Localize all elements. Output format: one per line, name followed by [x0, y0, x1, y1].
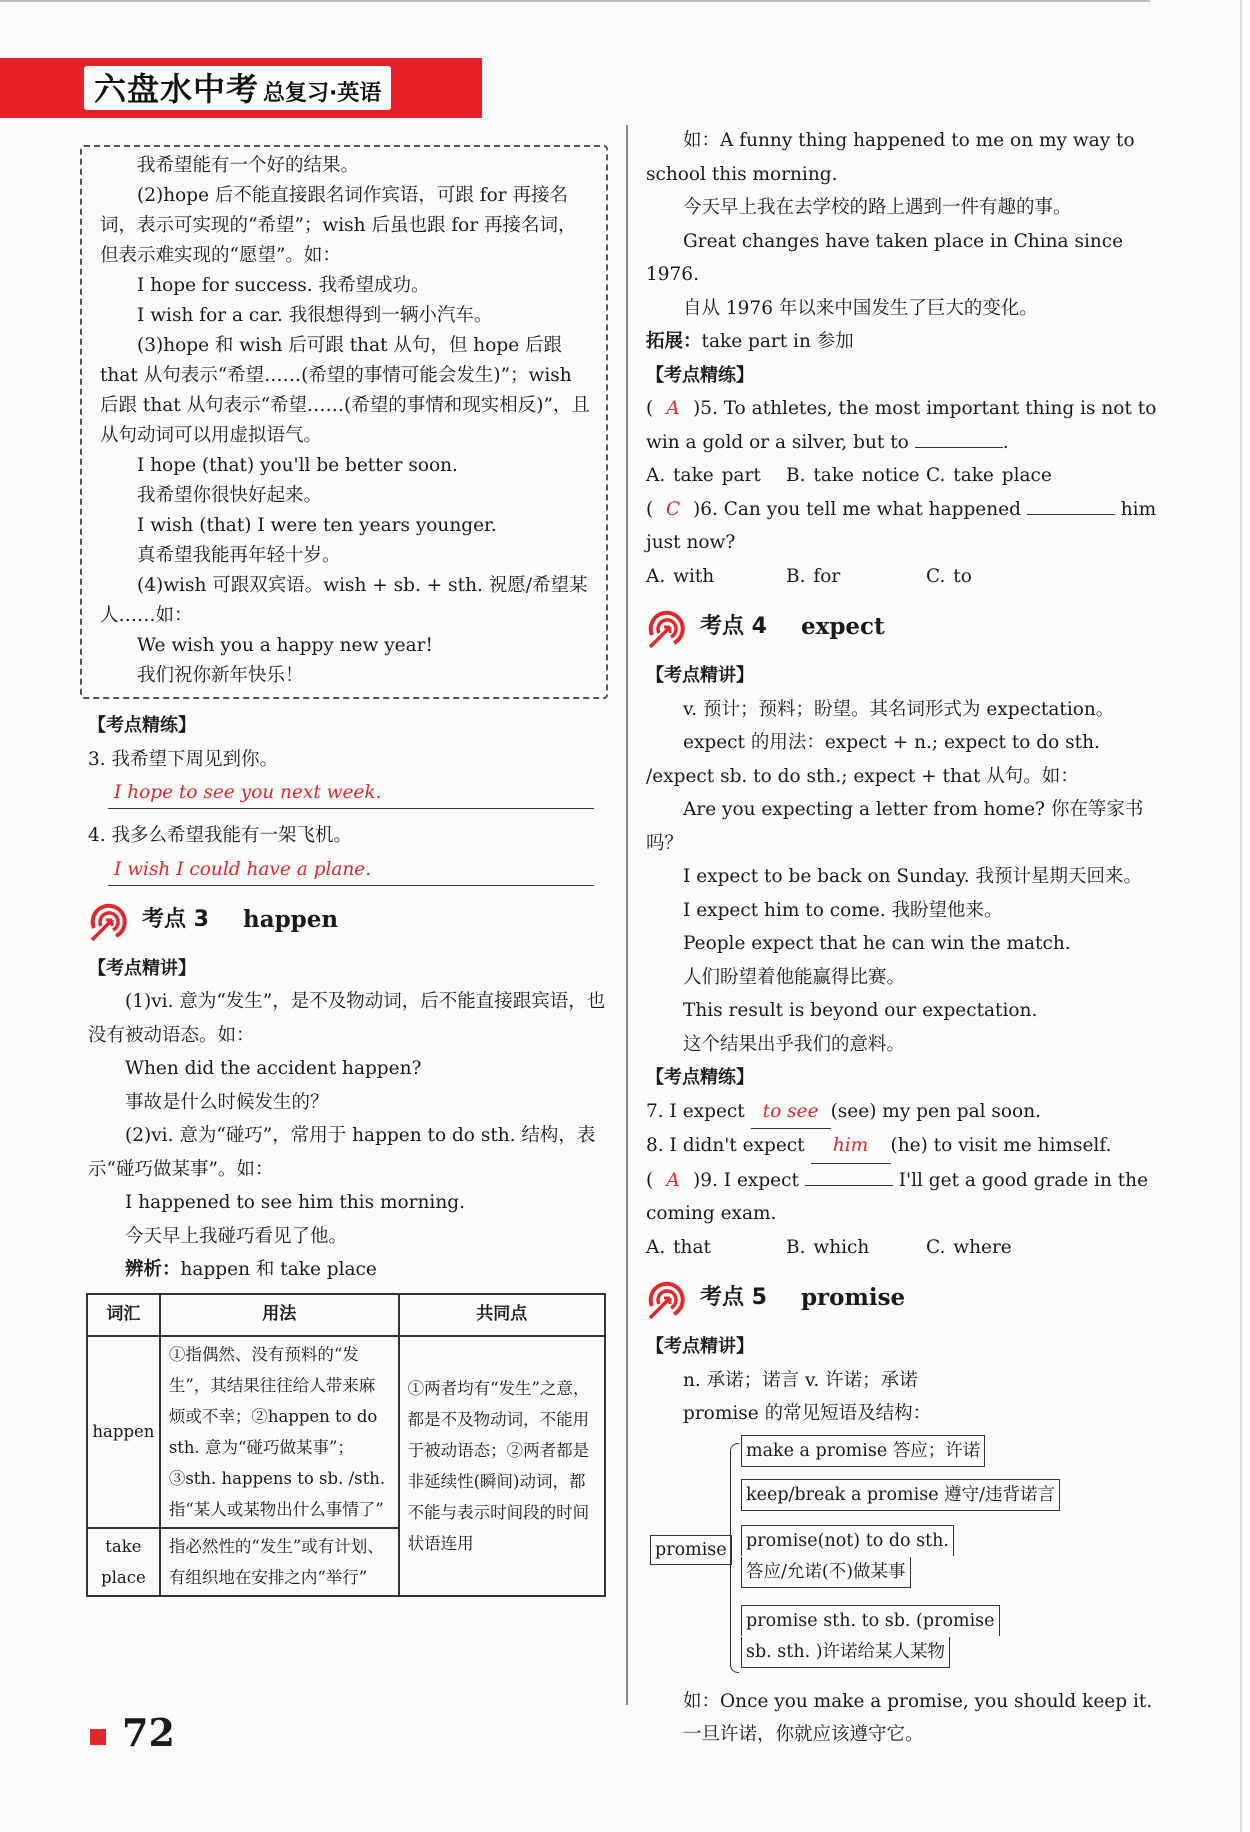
option: A. with [646, 565, 715, 587]
example-cn: 今天早上我在去学校的路上遇到一件有趣的事。 [683, 197, 1072, 218]
expand-line [646, 325, 1166, 359]
question-5: ( A )5. To athletes, the most important thing is not to win a gold or a silver, but to . [646, 392, 1166, 459]
answer-3: I hope to see you next week. [108, 778, 594, 809]
question-7-text: 7. I expect [646, 1100, 745, 1122]
mindmap-bracket [730, 1443, 739, 1673]
answer-8: him [811, 1129, 891, 1164]
right-column [646, 124, 1166, 1752]
note-line: I wish (that) I were ten years younger. [137, 515, 497, 536]
example: 这个结果出乎我们的意料。 [683, 1033, 906, 1055]
note-line: 我希望你很快好起来。 [137, 485, 323, 506]
explain-label: 【考点精讲】 [646, 1336, 754, 1357]
table-cell-common: ①两者均有“发生”之意，都是不及物动词，不能用于被动语态；②两者都是非延续性(瞬间)动词，都不能与表示时间段的时间状语连用 [399, 1336, 605, 1596]
wish-hope-note-box [80, 145, 608, 699]
answer-9: A [666, 1169, 680, 1191]
question-9: ( A )9. I expect I'll get a good grade in the coming exam. [646, 1164, 1166, 1231]
mindmap-item: make a promise 答应；许诺 [741, 1435, 985, 1467]
promise-definition: n. 承诺；诺言 v. 许诺；承诺 [683, 1369, 918, 1391]
promise-structures-intro: promise 的常见短语及结构： [683, 1403, 932, 1424]
expect-definition: v. 预计；预料；盼望。其名词形式为 expectation。 [683, 698, 1115, 720]
example: People expect that he can win the match. [683, 933, 1071, 954]
practice-label: 【考点精练】 [646, 1067, 754, 1088]
question-4: 4. 我多么希望我能有一架飞机。 [88, 825, 353, 846]
header-title-main: 六盘水中考 [94, 70, 260, 108]
question-6-text-2: him just now? [646, 498, 1157, 553]
table-cell-usage: 指必然性的“发生”或有计划、有组织地在安排之内“举行” [160, 1528, 399, 1596]
answer-6: C [666, 498, 681, 520]
mindmap-item: promise sth. to sb. (promise [741, 1605, 1000, 1636]
answer-4: I wish I could have a plane. [108, 855, 594, 886]
example-en: 如：A funny thing happened to me on my way to school this morning. [646, 130, 1135, 185]
question-8 [646, 1129, 1166, 1164]
question-8-text-2: (he) to visit me himself. [890, 1135, 1112, 1156]
example-en: 如：Once you make a promise, you should keep it. [683, 1690, 1153, 1712]
blank [915, 447, 1003, 448]
note-line: 我们祝你新年快乐！ [137, 665, 304, 686]
section-header-happen [88, 898, 608, 942]
option: C. to [926, 565, 972, 587]
note-line: 我希望能有一个好的结果。 [137, 155, 360, 176]
question-6: ( C )6. Can you tell me what happened him just now? [646, 493, 1166, 560]
analysis-text: happen 和 take place [180, 1259, 377, 1280]
table-cell-word: happen [87, 1336, 160, 1528]
option: A. take part [646, 465, 761, 486]
note-line: I hope for success. 我希望成功。 [137, 275, 430, 296]
mindmap-item: sb. sth. )许诺给某人某物 [741, 1637, 950, 1668]
example: I expect him to come. 我盼望他来。 [683, 899, 1003, 921]
note-line: (4)wish 可跟双宾语。wish + sb. + sth. 祝愿/希望某人……如： [100, 575, 588, 626]
example: Are you expecting a letter from home? 你在等家书吗？ [646, 799, 1144, 854]
header-title [84, 66, 391, 110]
section-number: 考点 4 [700, 614, 767, 640]
target-arrow-icon [646, 1276, 692, 1320]
explain-label: 【考点精讲】 [88, 957, 196, 979]
practice-label: 【考点精练】 [88, 715, 196, 736]
expand-text: take part in 参加 [701, 331, 854, 352]
page-number-text: 72 [122, 1710, 175, 1755]
note-line: (3)hope 和 wish 后可跟 that 从句，但 hope 后跟 that 从句表示“希望……(希望的事情可能会发生)”；wish 后跟 that 从句表示“希望……(希望的事情和现实相反)”，且从句动词可以用虚拟语气。 [100, 335, 590, 446]
question-5-text: )5. To athletes, the most important thing is not to win a gold or a silver, but to [646, 398, 1157, 453]
mindmap-item: 答应/允诺(不)做某事 [741, 1557, 911, 1588]
answer-5: A [666, 398, 680, 419]
question-3: 3. 我希望下周见到你。 [88, 748, 279, 770]
table-cell-word: take place [87, 1528, 160, 1596]
expand-label: 拓展： [646, 331, 702, 352]
note-line: We wish you a happy new year! [137, 635, 433, 656]
mindmap-item: promise(not) to do sth. [741, 1525, 954, 1556]
practice-label: 【考点精练】 [646, 364, 754, 386]
option: B. which [786, 1236, 870, 1258]
analysis-label: 辨析： [125, 1259, 181, 1280]
section-word: promise [800, 1284, 906, 1312]
example-en: Great changes have taken place in China since 1976. [646, 230, 1124, 285]
page-number [90, 1710, 175, 1755]
section-word: happen [242, 905, 339, 933]
top-border [0, 0, 1150, 2]
question-9-text: )9. I expect [693, 1169, 799, 1191]
option: C. take place [926, 465, 1052, 486]
question-9-text-2: I'll get a good grade in the coming exam. [646, 1169, 1149, 1224]
example: This result is beyond our expectation. [683, 1000, 1038, 1021]
option: A. that [646, 1236, 711, 1258]
header-title-sub: 总复习·英语 [263, 81, 382, 106]
example-cn: 事故是什么时候发生的？ [125, 1091, 329, 1113]
options-6 [646, 560, 1166, 594]
analysis-line [88, 1253, 608, 1287]
section-number: 考点 5 [700, 1285, 767, 1311]
table-header: 词汇 [87, 1294, 160, 1336]
mindmap-root: promise [650, 1535, 732, 1565]
question-6-text: )6. Can you tell me what happened [693, 498, 1021, 520]
question-8-text: 8. I didn't expect [646, 1135, 805, 1156]
example-en: I happened to see him this morning. [125, 1192, 465, 1213]
option: B. for [786, 565, 841, 587]
page-number-marker [90, 1729, 106, 1745]
options-5 [646, 459, 1166, 493]
note-line: 真希望我能再年轻十岁。 [137, 545, 341, 566]
target-arrow-icon [88, 898, 134, 942]
table-cell-usage: ①指偶然、没有预料的“发生”，其结果往往给人带来麻烦或不幸；②happen to do sth. 意为“碰巧做某事”；③sth. happens to sb. /sth. 指“某人或某物出什么事情了” [160, 1336, 399, 1528]
question-7-text-2: (see) my pen pal soon. [830, 1100, 1041, 1122]
section-number: 考点 3 [142, 906, 209, 932]
mindmap-item: keep/break a promise 遵守/违背诺言 [741, 1479, 1060, 1511]
example: I expect to be back on Sunday. 我预计星期天回来。 [683, 866, 1143, 887]
explain-label: 【考点精讲】 [646, 665, 754, 686]
section-header-promise [646, 1276, 1166, 1320]
example: 人们盼望着他能赢得比赛。 [683, 966, 906, 988]
option: C. where [926, 1236, 1012, 1258]
expect-usage: expect 的用法：expect + n.; expect to do sth. /expect sb. to do sth.; expect + that 从句。如： [646, 732, 1100, 787]
column-divider [626, 125, 628, 1705]
example-cn: 自从 1976 年以来中国发生了巨大的变化。 [683, 297, 1038, 319]
note-line: I wish for a car. 我很想得到一辆小汽车。 [137, 305, 493, 326]
table-header: 用法 [160, 1294, 399, 1336]
note-line: (2)hope 后不能直接跟名词作宾语，可跟 for 再接名词，表示可实现的“希望”；wish 后虽也跟 for 再接名词，但表示难实现的“愿望”。如： [100, 185, 577, 266]
section-word: expect [800, 613, 885, 641]
target-arrow-icon [646, 605, 692, 649]
section-header-expect [646, 605, 1166, 649]
blank [805, 1185, 893, 1186]
example-cn: 一旦许诺，你就应该遵守它。 [683, 1724, 924, 1745]
example-en: When did the accident happen? [125, 1058, 422, 1079]
options-9 [646, 1231, 1166, 1265]
happen-usage-1: (1)vi. 意为“发生”，是不及物动词，后不能直接跟宾语，也没有被动语态。如： [88, 991, 606, 1046]
answer-7: to see [751, 1095, 831, 1130]
blank [1027, 514, 1115, 515]
page-edge [1240, 0, 1242, 1832]
question-7 [646, 1095, 1166, 1130]
happen-usage-2: (2)vi. 意为“碰巧”，常用于 happen to do sth. 结构，表示“碰巧做某事”。如： [88, 1125, 596, 1180]
comparison-table [86, 1293, 606, 1597]
example-cn: 今天早上我碰巧看见了他。 [125, 1225, 348, 1247]
note-line: I hope (that) you'll be better soon. [137, 455, 458, 476]
left-column [88, 145, 608, 1597]
table-header: 共同点 [399, 1294, 605, 1336]
option: B. take notice [786, 465, 920, 486]
promise-mindmap [646, 1435, 1166, 1685]
